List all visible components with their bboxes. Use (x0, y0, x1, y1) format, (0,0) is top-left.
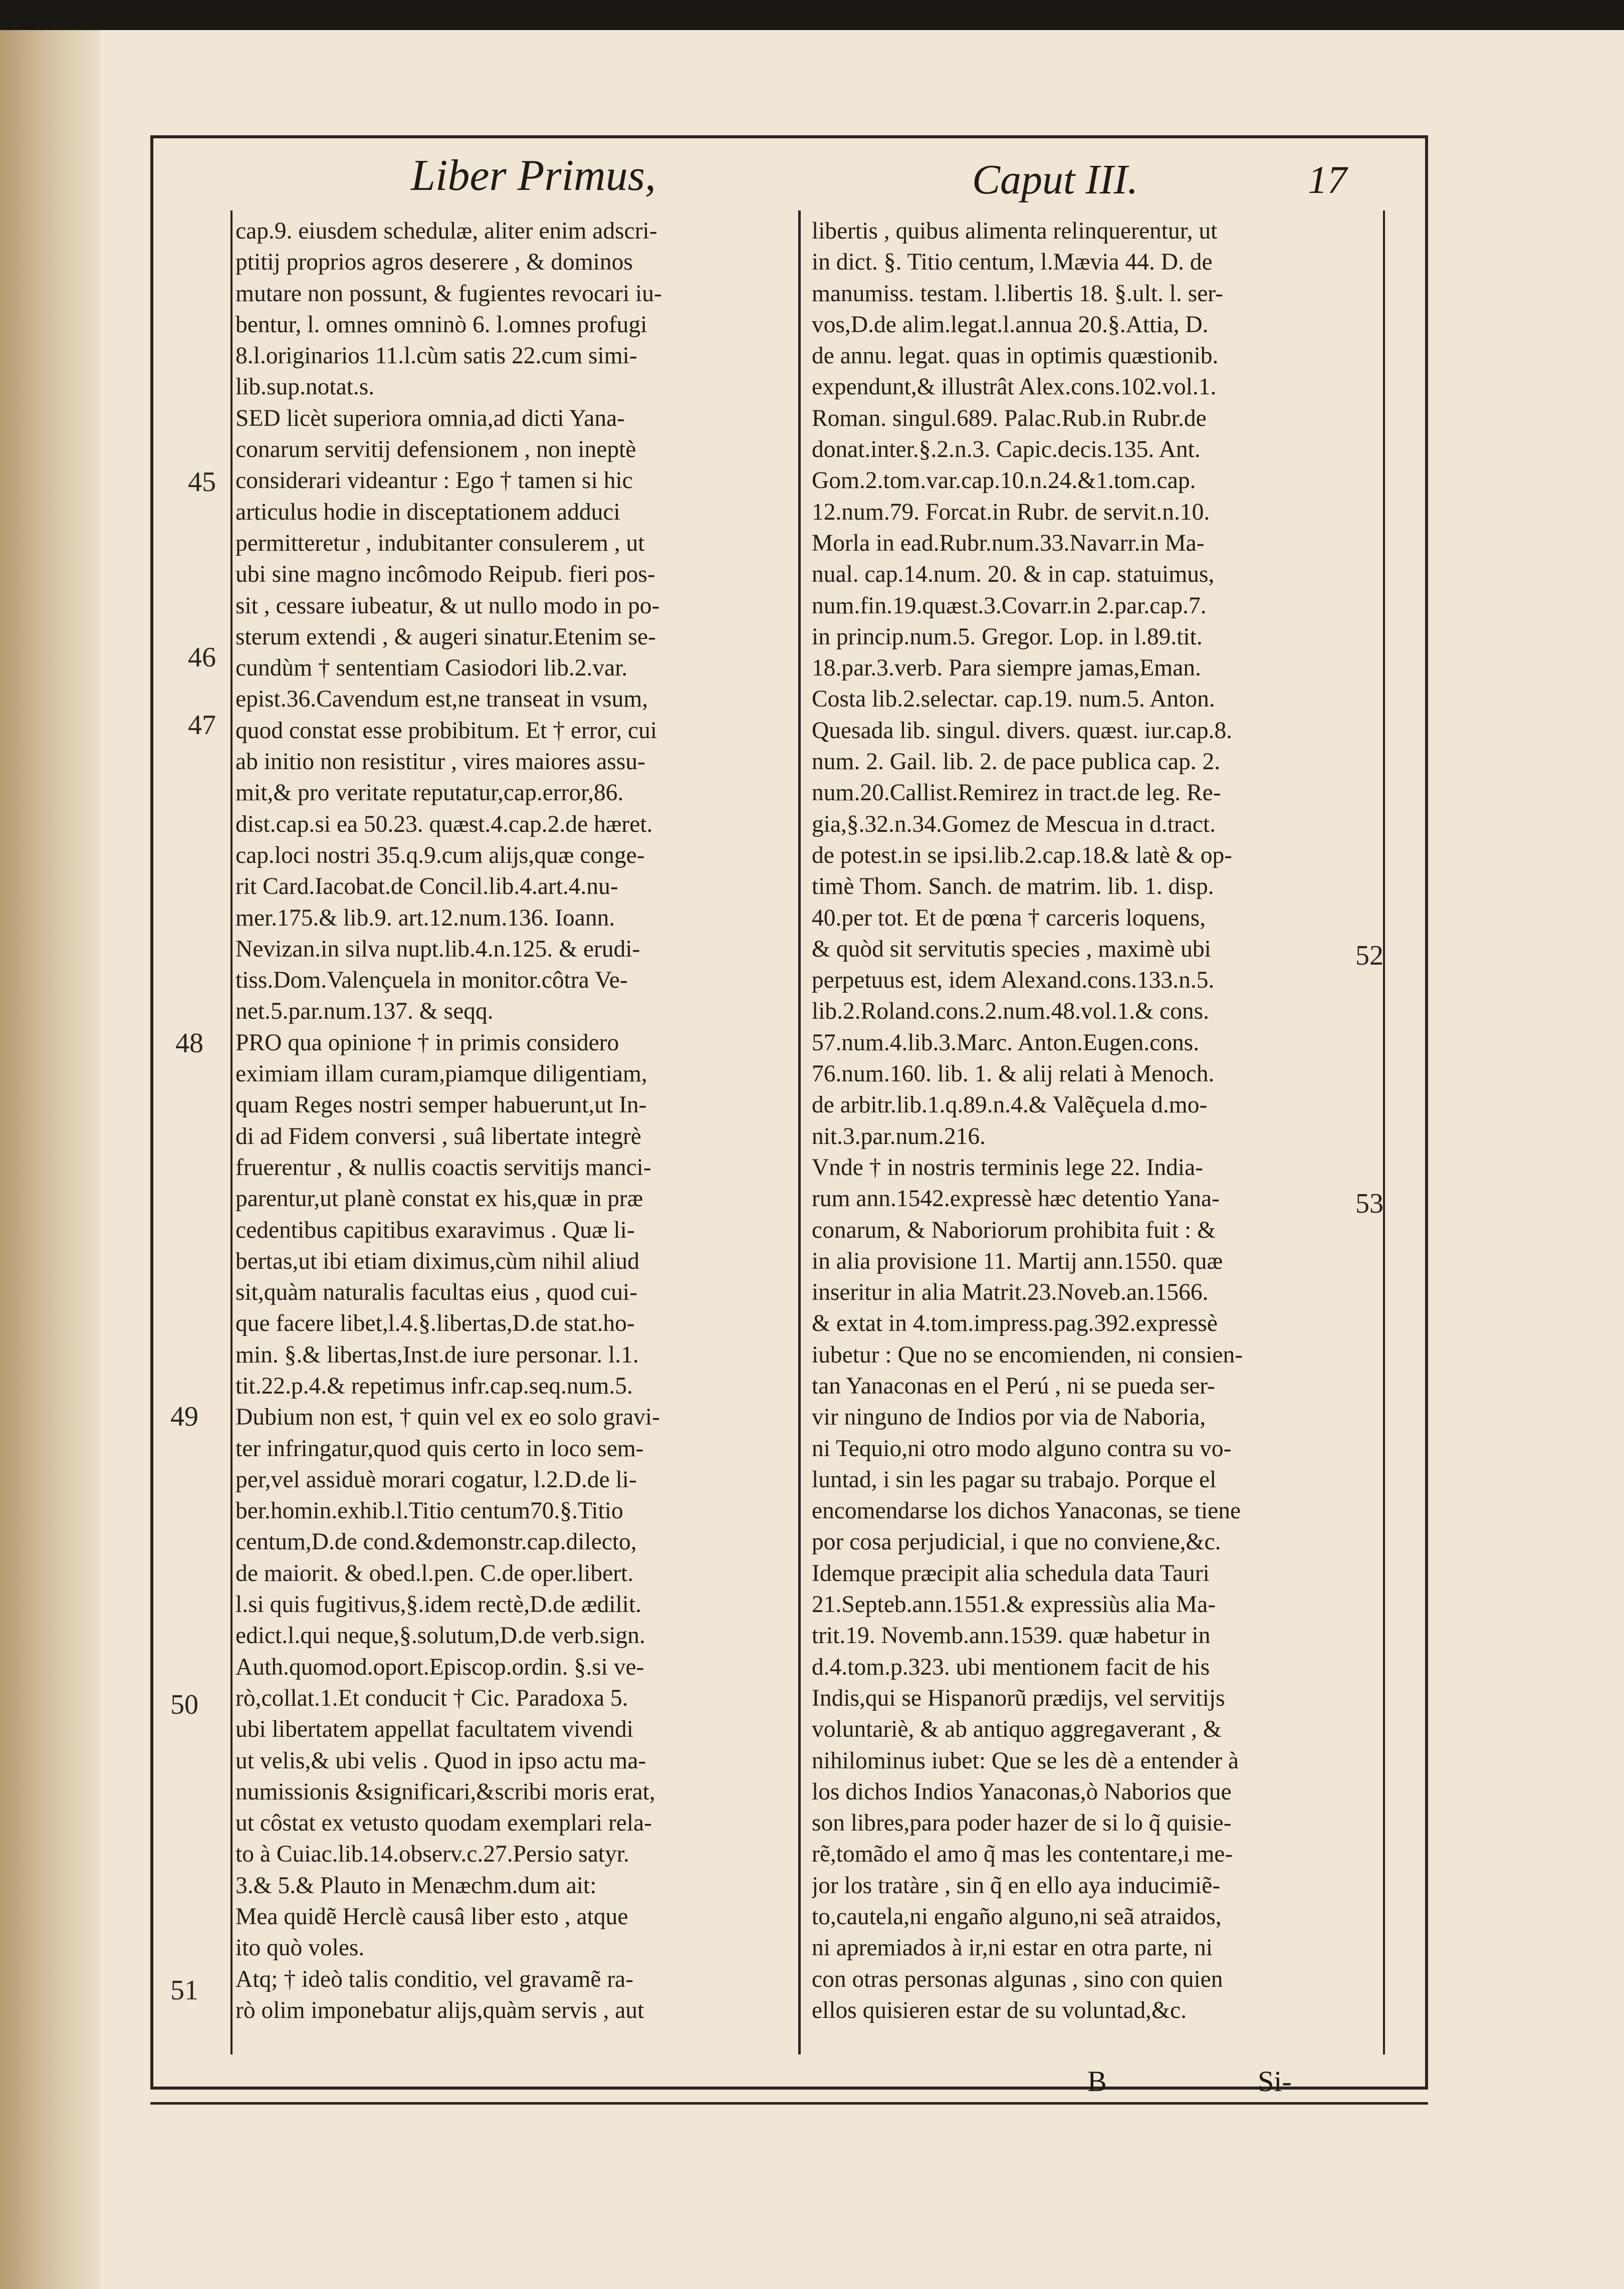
margin-number: 52 (1355, 940, 1383, 971)
text-line: rò olim imponebatur alijs,quàm servis , aut (236, 1997, 644, 2023)
text-line: de arbitr.lib.1.q.89.n.4.& Valẽçuela d.mo- (812, 1092, 1208, 1118)
text-line: voluntariè, & ab antiquo aggregaverant , & (812, 1716, 1222, 1743)
bottom-rule (150, 2102, 1428, 2105)
text-line: gia,§.32.n.34.Gomez de Mescua in d.tract. (812, 811, 1216, 837)
text-line: Costa lib.2.selectar. cap.19. num.5. Anton. (812, 686, 1215, 713)
text-line: ter infringatur,quod quis certo in loco sem- (236, 1435, 644, 1462)
text-line: encomendarse los dichos Yanaconas, se tiene (812, 1498, 1241, 1524)
text-line: lib.sup.notat.s. (236, 374, 375, 400)
margin-number: 51 (170, 1975, 198, 2006)
text-line: d.4.tom.p.323. ubi mentionem facit de his (812, 1654, 1210, 1680)
text-line: expendunt,& illustrât Alex.cons.102.vol.1. (812, 374, 1217, 400)
margin-number: 53 (1355, 1188, 1383, 1219)
text-line: mit,& pro veritate reputatur,cap.error,86. (236, 780, 624, 806)
text-line: Gom.2.tom.var.cap.10.n.24.&1.tom.cap. (812, 468, 1196, 494)
margin-number: 45 (188, 467, 216, 498)
text-line: net.5.par.num.137. & seqq. (236, 998, 494, 1025)
text-line: l.si quis fugitivus,§.idem rectè,D.de ædilit. (236, 1591, 642, 1618)
text-line: de potest.in se ipsi.lib.2.cap.18.& latè & op- (812, 842, 1233, 868)
header-chapter-title: Caput III. (972, 156, 1138, 203)
text-line: lib.2.Roland.cons.2.num.48.vol.1.& cons. (812, 998, 1209, 1025)
text-line: 8.l.originarios 11.l.cùm satis 22.cum simi- (236, 343, 637, 369)
text-line: que facere libet,l.4.§.libertas,D.de stat.ho- (236, 1310, 635, 1337)
text-line: articulus hodie in disceptationem adduci (236, 499, 620, 525)
text-line: rit Card.Iacobat.de Concil.lib.4.art.4.nu- (236, 873, 618, 900)
text-line: ber.homin.exhib.l.Titio centum70.§.Titio (236, 1498, 623, 1524)
text-line: num.20.Callist.Remirez in tract.de leg. Re- (812, 780, 1221, 806)
text-line: conarum servitij defensionem , non ineptè (236, 436, 636, 463)
text-line: inseritur in alia Matrit.23.Noveb.an.1566. (812, 1279, 1209, 1306)
text-line: 76.num.160. lib. 1. & alij relati à Menoch. (812, 1061, 1215, 1087)
text-line: bertas,ut ibi etiam diximus,cùm nihil aliud (236, 1248, 640, 1274)
text-line: ut velis,& ubi velis . Quod in ipso actu ma- (236, 1747, 646, 1774)
text-line: min. §.& libertas,Inst.de iure personar. l.1. (236, 1341, 639, 1368)
text-line: centum,D.de cond.&demonstr.cap.dilecto, (236, 1529, 637, 1555)
left-text-column (236, 215, 797, 2059)
text-line: num. 2. Gail. lib. 2. de pace publica cap. 2. (812, 749, 1221, 775)
margin-number: 50 (170, 1689, 198, 1720)
text-line: cap.loci nostri 35.q.9.cum alijs,quæ conge- (236, 842, 645, 868)
text-line: eximiam illam curam,piamque diligentiam, (236, 1061, 647, 1087)
text-line: edict.l.qui neque,§.solutum,D.de verb.sign. (236, 1623, 645, 1649)
text-line: fruerentur , & nullis coactis servitijs manci- (236, 1154, 651, 1181)
text-line: per,vel assiduè morari cogatur, l.2.D.de li- (236, 1466, 637, 1493)
text-line: sterum extendi , & augeri sinatur.Etenim se- (236, 623, 656, 650)
text-line: bentur, l. omnes omninò 6. l.omnes profugi (236, 311, 647, 338)
text-line: 3.& 5.& Plauto in Menæchm.dum ait: (236, 1872, 597, 1899)
text-line: luntad, i sin les pagar su trabajo. Porque el (812, 1466, 1217, 1493)
text-line: considerari videantur : Ego † tamen si hic (236, 468, 633, 494)
header-book-title: Liber Primus, (411, 151, 656, 200)
text-line: numissionis &significari,&scribi moris erat, (236, 1778, 655, 1805)
margin-number: 46 (188, 642, 216, 673)
text-line: manumiss. testam. l.libertis 18. §.ult. l. ser- (812, 280, 1223, 307)
text-line: cap.9. eiusdem schedulæ, aliter enim adscri- (236, 218, 657, 244)
text-line: timè Thom. Sanch. de matrim. lib. 1. disp. (812, 873, 1214, 900)
text-line: tit.22.p.4.& repetimus infr.cap.seq.num.5. (236, 1372, 633, 1399)
margin-number: 47 (188, 710, 216, 741)
text-line: to à Cuiac.lib.14.observ.c.27.Persio satyr. (236, 1841, 629, 1868)
text-line: ellos quisieren estar de su voluntad,&c. (812, 1997, 1187, 2023)
catchword: Si- (1258, 2065, 1292, 2098)
text-line: parentur,ut planè constat ex his,quæ in præ (236, 1186, 643, 1212)
text-line: ubi libertatem appellat facultatem vivendi (236, 1716, 634, 1743)
text-line: cundùm † sententiam Casiodori lib.2.var. (236, 655, 628, 681)
right-column-rule (1383, 210, 1385, 2054)
text-line: mutare non possunt, & fugientes revocari iu- (236, 280, 662, 307)
text-line: SED licèt superiora omnia,ad dicti Yana- (236, 405, 625, 431)
text-line: Auth.quomod.oport.Episcop.ordin. §.si ve- (236, 1654, 644, 1680)
text-line: sit,quàm naturalis facultas eius , quod cui- (236, 1279, 638, 1306)
text-line: son libres,para poder hazer de si lo q̃ quisie- (812, 1810, 1232, 1837)
text-line: tan Yanaconas en el Perú , ni se pueda ser- (812, 1372, 1215, 1399)
text-line: Vnde † in nostris terminis lege 22. India- (812, 1154, 1203, 1181)
running-header (180, 150, 1403, 210)
text-line: & quòd sit servitutis species , maximè ubi (812, 936, 1211, 962)
text-line: Mea quidẽ Herclè causâ liber esto , atque (236, 1904, 628, 1930)
text-line: quam Reges nostri semper habuerunt,ut In- (236, 1092, 647, 1118)
text-line: sit , cessare iubeatur, & ut nullo modo in po- (236, 592, 660, 619)
text-line: Quesada lib. singul. divers. quæst. iur.cap.8. (812, 717, 1233, 744)
margin-number: 49 (170, 1401, 198, 1432)
text-line: PRO qua opinione † in primis considero (236, 1029, 619, 1056)
text-line: di ad Fidem conversi , suâ libertate integrè (236, 1123, 641, 1150)
right-text-column (812, 215, 1373, 2059)
page-number: 17 (1308, 158, 1347, 201)
text-line: conarum, & Naboriorum prohibita fuit : & (812, 1217, 1216, 1243)
text-line: de maiorit. & obed.l.pen. C.de oper.libert. (236, 1560, 634, 1586)
text-line: ni Tequio,ni otro modo alguno contra su vo- (812, 1435, 1232, 1462)
page-footer (236, 2065, 1388, 2105)
text-line: por cosa perjudicial, i que no conviene,&c. (812, 1529, 1221, 1555)
text-line: in princip.num.5. Gregor. Lop. in l.89.tit. (812, 623, 1203, 650)
text-line: epist.36.Cavendum est,ne transeat in vsum, (236, 686, 648, 713)
text-line: con otras personas algunas , sino con quien (812, 1966, 1223, 1992)
text-line: 21.Septeb.ann.1551.& expressiùs alia Ma- (812, 1591, 1216, 1618)
text-line: ptitij proprios agros deserere , & dominos (236, 249, 633, 276)
text-line: Nevizan.in silva nupt.lib.4.n.125. & erudi- (236, 936, 640, 962)
text-line: tiss.Dom.Valençuela in monitor.côtra Ve- (236, 967, 628, 994)
text-line: permitteretur , indubitanter consulerem , ut (236, 530, 645, 556)
text-line: rum ann.1542.expressè hæc detentio Yana- (812, 1186, 1220, 1212)
text-line: num.fin.19.quæst.3.Covarr.in 2.par.cap.7. (812, 592, 1207, 619)
text-line: donat.inter.§.2.n.3. Capic.decis.135. Ant. (812, 436, 1201, 463)
left-column-rule (230, 210, 233, 2054)
text-line: perpetuus est, idem Alexand.cons.133.n.5. (812, 967, 1215, 994)
text-line: Roman. singul.689. Palac.Rub.in Rubr.de (812, 405, 1207, 431)
text-line: vir ninguno de Indios por via de Naboria, (812, 1404, 1206, 1431)
text-line: ubi sine magno incômodo Reipub. fieri pos- (236, 561, 655, 588)
text-line: ab initio non resistitur , vires maiores assu- (236, 749, 645, 775)
text-line: Idemque præcipit alia schedula data Tauri (812, 1560, 1210, 1586)
text-line: ut côstat ex vetusto quodam exemplari rela- (236, 1810, 652, 1837)
text-line: iubetur : Que no se encomienden, ni consien- (812, 1341, 1243, 1368)
text-line: ito quò voles. (236, 1935, 365, 1961)
text-line: nihilominus iubet: Que se les dè a entender à (812, 1747, 1239, 1774)
text-line: los dichos Indios Yanaconas,ò Naborios que (812, 1778, 1232, 1805)
text-line: Morla in ead.Rubr.num.33.Navarr.in Ma- (812, 530, 1205, 556)
text-line: nual. cap.14.num. 20. & in cap. statuimus, (812, 561, 1215, 588)
text-line: dist.cap.si ea 50.23. quæst.4.cap.2.de hæret. (236, 811, 653, 837)
text-line: Dubium non est, † quin vel ex eo solo gravi- (236, 1404, 660, 1431)
text-line: in dict. §. Titio centum, l.Mævia 44. D. de (812, 249, 1213, 276)
text-line: 18.par.3.verb. Para siempre jamas,Eman. (812, 655, 1201, 681)
text-line: vos,D.de alim.legat.l.annua 20.§.Attia, D. (812, 311, 1209, 338)
text-line: de annu. legat. quas in optimis quæstionib. (812, 343, 1219, 369)
text-line: jor los tratàre , sin q̃ en ello aya inducimiẽ- (812, 1872, 1221, 1899)
text-line: nit.3.par.num.216. (812, 1123, 986, 1150)
signature-mark: B (1087, 2065, 1107, 2098)
book-spine-edge (0, 30, 100, 2289)
text-line: rẽ,tomãdo el amo q̃ mas les contentare,i me- (812, 1841, 1233, 1868)
text-line: rò,collat.1.Et conducit † Cic. Paradoxa 5. (236, 1685, 628, 1711)
text-line: ni apremiados à ir,ni estar en otra parte, ni (812, 1935, 1213, 1961)
text-line: libertis , quibus alimenta relinquerentur, ut (812, 218, 1218, 244)
text-line: quod constat esse probibitum. Et † error, cui (236, 717, 657, 744)
text-line: mer.175.& lib.9. art.12.num.136. Ioann. (236, 904, 615, 931)
text-line: 40.per tot. Et de pœna † carceris loquens, (812, 904, 1206, 931)
text-line: in alia provisione 11. Martij ann.1550. quæ (812, 1248, 1223, 1274)
margin-number: 48 (175, 1028, 203, 1059)
text-line: & extat in 4.tom.impress.pag.392.expressè (812, 1310, 1218, 1337)
text-line: 57.num.4.lib.3.Marc. Anton.Eugen.cons. (812, 1029, 1200, 1056)
text-line: to,cautela,ni engaño alguno,ni seã atraidos, (812, 1904, 1222, 1930)
text-line: 12.num.79. Forcat.in Rubr. de servit.n.10. (812, 499, 1210, 525)
column-separator-rule (798, 210, 801, 2054)
text-line: cedentibus capitibus exaravimus . Quæ li- (236, 1217, 635, 1243)
text-line: Indis,qui se Hispanorũ prædijs, vel servitijs (812, 1685, 1225, 1711)
text-line: trit.19. Novemb.ann.1539. quæ habetur in (812, 1623, 1211, 1649)
text-line: Atq; † ideò talis conditio, vel gravamẽ ra- (236, 1966, 634, 1992)
